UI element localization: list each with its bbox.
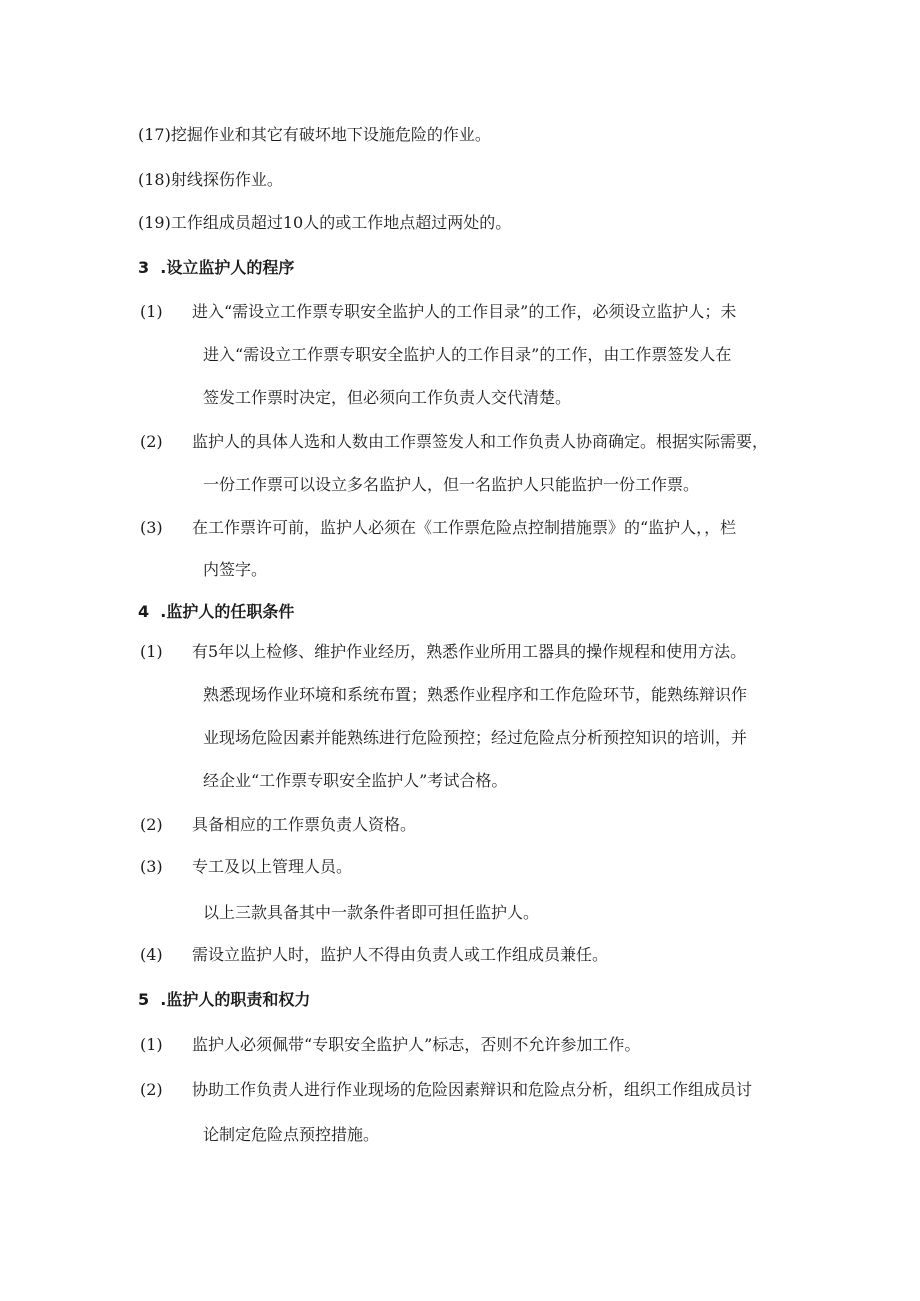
list-item-line: 进入“需设立工作票专职安全监护人的工作目录”的工作，必须设立监护人；未 [192,302,737,321]
list-item-line: 熟悉现场作业环境和系统布置；熟悉作业程序和工作危险环节，能熟练辩识作 [203,685,748,704]
list-item-line: 经企业“工作票专职安全监护人”考试合格。 [203,771,508,790]
list-item-line: 协助工作负责人进行作业现场的危险因素辩识和危险点分析，组织工作组成员讨 [192,1080,753,1099]
list-item-line: 有5年以上检修、维护作业经历，熟悉作业所用工器具的操作规程和使用方法。 [192,642,747,661]
item-number: (2) [140,432,163,451]
section-4-heading: 4 .监护人的任职条件 [138,602,295,621]
list-item-19: (19)工作组成员超过10人的或工作地点超过两处的。 [138,213,512,232]
item-number: (1) [140,302,163,321]
list-item-18: (18)射线探伤作业。 [138,170,283,189]
list-item-line: 需设立监护人时，监护人不得由负责人或工作组成员兼任。 [192,945,609,964]
item-number: (1) [140,1035,163,1054]
list-item-line: 在工作票许可前，监护人必须在《工作票危险点控制措施票》的“监护人，，栏 [192,518,737,537]
section-5-heading: 5 .监护人的职责和权力 [138,990,311,1009]
list-item-line: 进入“需设立工作票专职安全监护人的工作目录”的工作，由工作票签发人在 [203,345,732,364]
list-item-line: 监护人的具体人选和人数由工作票签发人和工作负责人协商确定。根据实际需要， [192,432,769,451]
list-item-line: 内签字。 [203,560,268,579]
item-number: (2) [140,815,163,834]
item-number: (1) [140,642,163,661]
list-item-line: 专工及以上管理人员。 [192,857,353,876]
item-number: (4) [140,945,163,964]
list-item-17: (17)挖掘作业和其它有破坏地下设施危险的作业。 [138,125,491,144]
list-item-line: 监护人必须佩带“专职安全监护人”标志，否则不允许参加工作。 [192,1035,641,1054]
list-item-line: 签发工作票时决定，但必须向工作负责人交代清楚。 [203,388,572,407]
item-number: (3) [140,518,163,537]
item-number: (2) [140,1080,163,1099]
list-item-line: 具备相应的工作票负责人资格。 [192,815,417,834]
item-number: (3) [140,857,163,876]
note-text: 以上三款具备其中一款条件者即可担任监护人。 [203,903,540,922]
section-3-heading: 3 .设立监护人的程序 [138,258,295,277]
list-item-line: 业现场危险因素并能熟练进行危险预控；经过危险点分析预控知识的培训，并 [203,728,748,747]
list-item-line: 一份工作票可以设立多名监护人，但一名监护人只能监护一份工作票。 [203,475,700,494]
list-item-line: 论制定危险点预控措施。 [203,1125,380,1144]
